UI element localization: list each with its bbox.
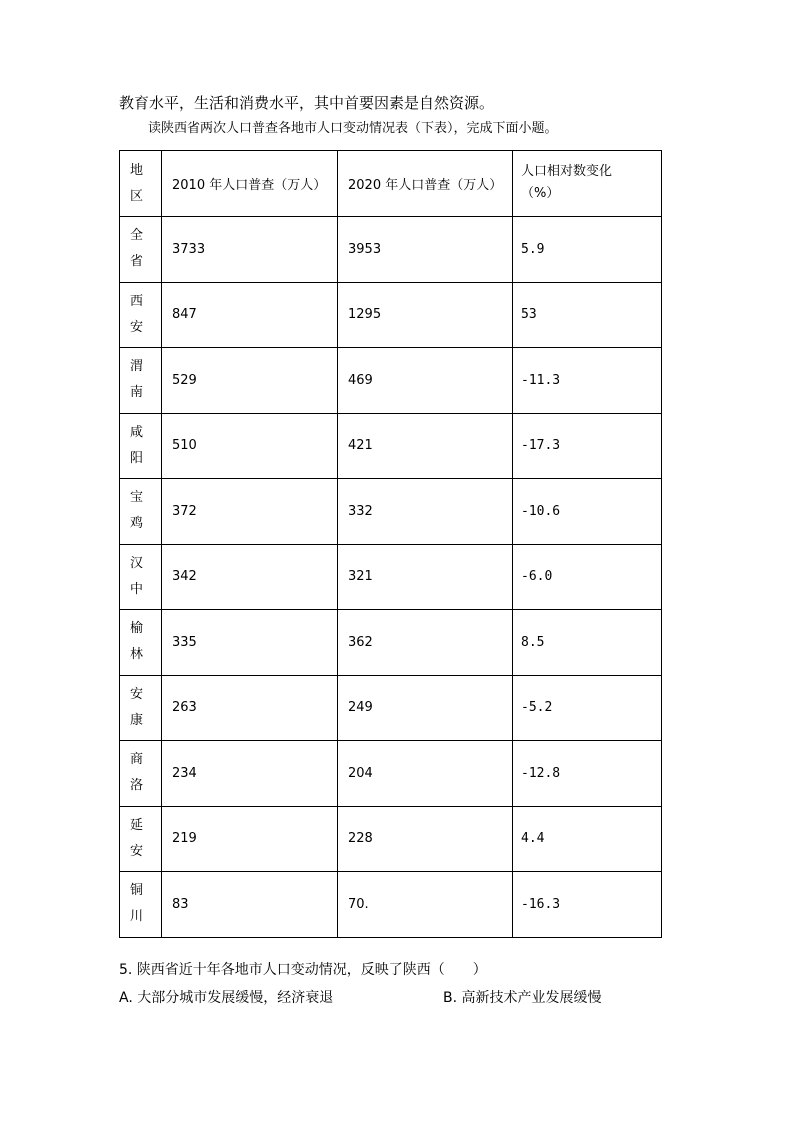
change-cell: -10.6 bbox=[513, 479, 662, 545]
value-2010-cell: 847 bbox=[162, 282, 338, 348]
population-table-body bbox=[120, 151, 662, 938]
header-2010: 2010 年人口普查（万人） bbox=[162, 151, 338, 217]
change-cell: 53 bbox=[513, 282, 662, 348]
table-row bbox=[120, 413, 662, 479]
region-cell bbox=[120, 872, 162, 938]
value-2010-cell: 83 bbox=[162, 872, 338, 938]
region-char-bottom: 南 bbox=[130, 385, 144, 401]
value-2010-cell: 3733 bbox=[162, 217, 338, 283]
option-b[interactable]: B. 高新技术产业发展缓慢 bbox=[443, 990, 602, 1006]
change-cell: 8.5 bbox=[513, 610, 662, 676]
value-2020-cell: 249 bbox=[338, 675, 513, 741]
header-change-cell bbox=[513, 151, 662, 217]
region-char-bottom: 安 bbox=[130, 319, 144, 335]
value-2010-cell: 510 bbox=[162, 413, 338, 479]
region-char-top: 全 bbox=[130, 228, 144, 244]
table-row bbox=[120, 544, 662, 610]
value-2020-cell: 228 bbox=[338, 806, 513, 872]
table-row bbox=[120, 872, 662, 938]
value-2010-cell: 372 bbox=[162, 479, 338, 545]
region-char-bottom: 中 bbox=[130, 581, 144, 597]
table-row bbox=[120, 675, 662, 741]
region-char-top: 铜 bbox=[130, 883, 144, 899]
value-2020-cell: 362 bbox=[338, 610, 513, 676]
region-char-top: 汉 bbox=[130, 555, 144, 571]
value-2020-cell: 332 bbox=[338, 479, 513, 545]
value-2020-cell: 321 bbox=[338, 544, 513, 610]
table-row bbox=[120, 479, 662, 545]
value-2020-cell: 70. bbox=[338, 872, 513, 938]
table-row bbox=[120, 217, 662, 283]
table-row bbox=[120, 282, 662, 348]
region-cell bbox=[120, 282, 162, 348]
region-char-top: 安 bbox=[130, 686, 144, 702]
region-char-top: 咸 bbox=[130, 424, 144, 440]
region-char-bottom: 阳 bbox=[130, 450, 144, 466]
region-cell bbox=[120, 413, 162, 479]
value-2020-cell: 3953 bbox=[338, 217, 513, 283]
region-char-bottom: 康 bbox=[130, 712, 144, 728]
region-cell bbox=[120, 479, 162, 545]
header-region-cell bbox=[120, 151, 162, 217]
header-region-bottom: 区 bbox=[130, 188, 144, 204]
instruction-line: 读陕西省两次人口普查各地市人口变动情况表（下表），完成下面小题。 bbox=[148, 121, 558, 136]
option-a[interactable]: A. 大部分城市发展缓慢，经济衰退 bbox=[119, 990, 334, 1006]
region-char-top: 榆 bbox=[130, 621, 144, 637]
region-char-top: 渭 bbox=[130, 359, 144, 375]
population-table bbox=[119, 150, 662, 938]
region-cell bbox=[120, 806, 162, 872]
change-cell: -17.3 bbox=[513, 413, 662, 479]
value-2010-cell: 529 bbox=[162, 348, 338, 414]
value-2010-cell: 335 bbox=[162, 610, 338, 676]
region-cell bbox=[120, 348, 162, 414]
value-2010-cell: 219 bbox=[162, 806, 338, 872]
table-header-row bbox=[120, 151, 662, 217]
region-char-bottom: 安 bbox=[130, 843, 144, 859]
change-cell: -16.3 bbox=[513, 872, 662, 938]
change-cell: -5.2 bbox=[513, 675, 662, 741]
header-change-line2: （%） bbox=[521, 186, 560, 201]
change-cell: -6.0 bbox=[513, 544, 662, 610]
change-cell: 4.4 bbox=[513, 806, 662, 872]
change-cell: 5.9 bbox=[513, 217, 662, 283]
value-2020-cell: 421 bbox=[338, 413, 513, 479]
table-row bbox=[120, 610, 662, 676]
change-cell: -11.3 bbox=[513, 348, 662, 414]
region-char-bottom: 川 bbox=[130, 909, 144, 925]
region-cell bbox=[120, 610, 162, 676]
question-text: 5. 陕西省近十年各地市人口变动情况，反映了陕西（ ） bbox=[119, 962, 487, 978]
region-cell bbox=[120, 217, 162, 283]
region-char-top: 延 bbox=[130, 817, 144, 833]
region-char-bottom: 林 bbox=[130, 647, 144, 663]
table-row bbox=[120, 806, 662, 872]
value-2010-cell: 263 bbox=[162, 675, 338, 741]
header-change-line1: 人口相对数变化 bbox=[521, 164, 613, 179]
region-cell bbox=[120, 741, 162, 807]
value-2020-cell: 469 bbox=[338, 348, 513, 414]
region-char-top: 商 bbox=[130, 752, 144, 768]
value-2010-cell: 342 bbox=[162, 544, 338, 610]
value-2020-cell: 1295 bbox=[338, 282, 513, 348]
region-cell bbox=[120, 675, 162, 741]
value-2020-cell: 204 bbox=[338, 741, 513, 807]
region-cell bbox=[120, 544, 162, 610]
region-char-top: 西 bbox=[130, 293, 144, 309]
region-char-bottom: 鸡 bbox=[130, 516, 144, 532]
header-2020: 2020 年人口普查（万人） bbox=[338, 151, 513, 217]
intro-line: 教育水平，生活和消费水平，其中首要因素是自然资源。 bbox=[119, 94, 495, 112]
region-char-bottom: 省 bbox=[130, 254, 144, 270]
region-char-top: 宝 bbox=[130, 490, 144, 506]
value-2010-cell: 234 bbox=[162, 741, 338, 807]
table-row bbox=[120, 741, 662, 807]
region-char-bottom: 洛 bbox=[130, 778, 144, 794]
table-row bbox=[120, 348, 662, 414]
change-cell: -12.8 bbox=[513, 741, 662, 807]
header-region-top: 地 bbox=[130, 162, 144, 178]
